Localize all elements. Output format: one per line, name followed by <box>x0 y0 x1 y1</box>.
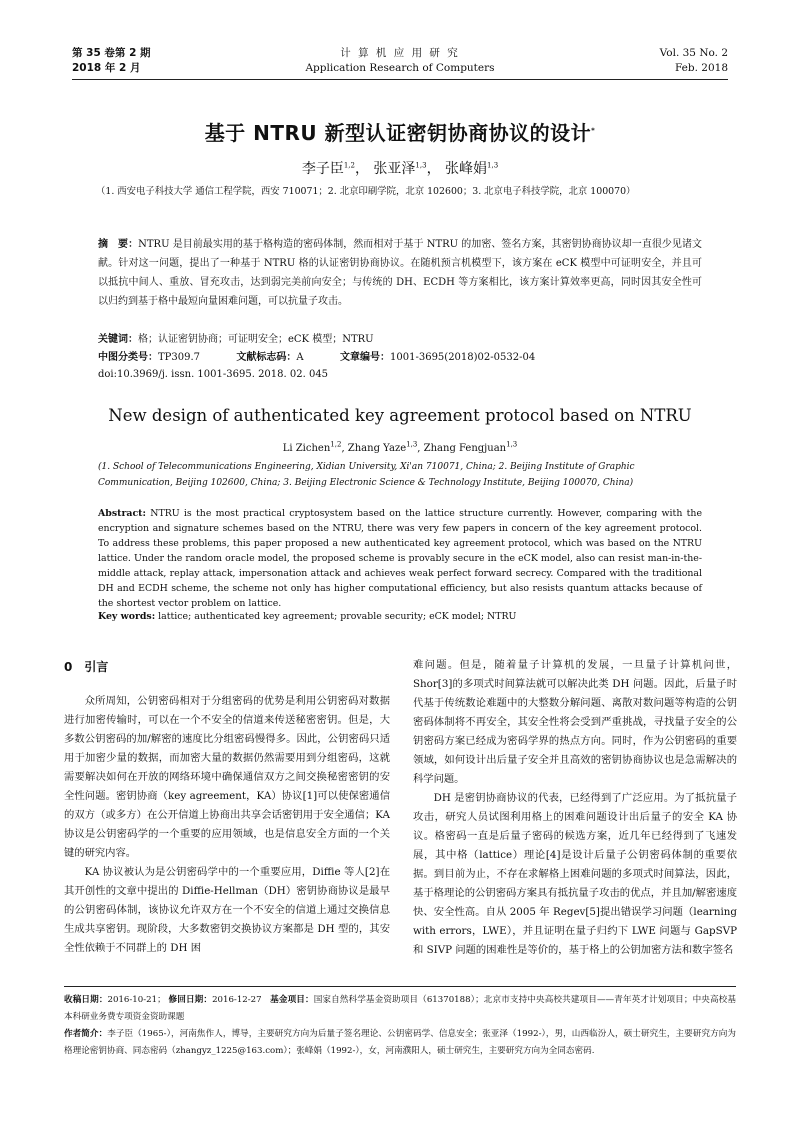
affiliation-en: (1. School of Telecommunications Engineering, Xidian University, Xi'an 710071, China; 2. Beijing Institute of Graphic Communication, Beijing 102600, China; 3. Beijing Electronic Science & Technology Institute, Beijing 100070, China) <box>98 462 635 488</box>
classification-meta <box>98 349 702 367</box>
date-en: Feb. 2018 <box>674 62 728 74</box>
abstract-en-text: NTRU is the most practical cryptosystem based on the lattice structure currently. However, comparing with the encryption and signature schemes based on the NTRU, there was very few papers in concern of the key agreement protocol. To address these problems, this paper proposed a new authenticated key agreement protocol, which was based on the NTRU lattice. Under the random oracle model, the proposed scheme is provably secure in the eCK model, also can resist man-in-the-middle attack, replay attack, impersonation attack and achieves weak perfect forward secrecy. Compared with the traditional DH and ECDH scheme, the scheme not only has higher computational efficiency, but also resists quantum attacks because of the shortest vector problem on lattice. <box>98 508 702 609</box>
author-sup: 1,2 <box>330 441 342 449</box>
body-paragraph: KA 协议被认为是公钥密码学中的一个重要应用，Diffie 等人[2]在其开创性的文章中提出的 Diffie-Hellman（DH）密钥协商协议是最早的公钥密码体制，该协议允许双方在一个不安全的信道上通过交换信息生成共享密钥。现阶段，大多数密钥交换协议方案都是 DH 型的，其安全性依赖于不同群上的 DH 困 <box>64 866 390 954</box>
author-cn <box>445 161 498 177</box>
abstract-en-label: Abstract: <box>98 508 146 519</box>
keywords-en-text: lattice; authenticated key agreement; provable security; eCK model; NTRU <box>158 611 517 622</box>
clc-value: TP309.7 <box>158 352 201 363</box>
fund-label: 基金项目： <box>270 995 314 1005</box>
body-column-left <box>64 656 390 958</box>
clc-label: 中图分类号： <box>98 352 158 363</box>
bio-label: 作者简介： <box>64 1029 108 1039</box>
abstract-cn-label: 摘 要： <box>98 239 139 250</box>
author-sep: ， <box>354 161 369 177</box>
journal-name <box>72 46 728 76</box>
author-sup: 1,3 <box>487 161 499 170</box>
body-column-right <box>413 656 737 960</box>
author-name: Zhang Fengjuan <box>423 443 507 455</box>
volume-issue: 第 35 卷第 2 期 <box>72 47 151 59</box>
author-en <box>348 443 424 454</box>
journal-volume-en <box>660 46 728 76</box>
author-sep: , <box>341 443 348 455</box>
title-cn: 基于 NTRU 新型认证密钥协商协议的设计 <box>204 121 592 145</box>
issue-date: 2018 年 2 月 <box>72 62 141 74</box>
abstract-cn-text: NTRU 是目前最实用的基于格构造的密码体制，然而相对于基于 NTRU 的加密、签名方案，其密钥协商协议却一直很少见诸文献。针对这一问题，提出了一种基于 NTRU 格的认证密钥协商协议。在随机预言机模型下，该方案在 eCK 模型中可证明安全，并且可以抵抗中间人、重放、冒充攻击，达到弱完美前向安全；与传统的 DH、ECDH 等方案相比，该方案计算效率更高，同时因其安全性可以归约到基于格中最短向量困难问题，可以抗量子攻击。 <box>98 239 702 307</box>
received-date: 2016-10-21 <box>107 995 158 1005</box>
abstract-cn <box>98 235 702 311</box>
affiliation-cn: （1. 西安电子科技大学 通信工程学院，西安 710071；2. 北京印刷学院，北京 102600；3. 北京电子科技学院，北京 100070） <box>96 186 636 197</box>
article-no-value: 1001-3695(2018)02-0532-04 <box>390 352 536 363</box>
fund-text: 国家自然科学基金资助项目（61370188）；北京市支持中央高校共建项目——青年英才计划项目；中央高校基本科研业务费专项资金资助课题 <box>64 995 736 1022</box>
running-header <box>72 46 728 80</box>
author-name: Zhang Yaze <box>347 443 407 455</box>
revised-date: 2016-12-27 <box>212 995 262 1005</box>
doc-code-label: 文献标志码： <box>236 352 297 363</box>
author-list-en <box>60 441 740 454</box>
author-name: 张峰娟 <box>445 161 488 177</box>
journal-name-en: Application Research of Computers <box>305 62 495 74</box>
author-sup: 1,3 <box>406 441 418 449</box>
keywords-cn-label: 关键词： <box>98 334 138 345</box>
author-sep: , <box>417 443 424 455</box>
author-sup: 1,3 <box>506 441 518 449</box>
author-sep: ， <box>426 161 441 177</box>
title-en: New design of authenticated key agreement protocol based on NTRU <box>108 406 692 425</box>
author-en <box>283 443 348 454</box>
title-footnote-mark: * <box>591 126 596 135</box>
keywords-cn <box>98 331 702 349</box>
body-paragraph: 难问题。但是，随着量子计算机的发展，一旦量子计算机问世，Shor[3]的多项式时间算法就可以解决此类 DH 问题。因此，后量子时代基于传统数论难题中的大整数分解问题、离散对数问题等构造的公钥密码体制将不再安全，其安全性将会受到严重挑战，寻找量子安全的公钥密码方案已经成为密码学界的热点方向。同时，作为公钥密码的重要领域，如何设计出后量子安全并且高效的密钥协商协议也是急需解决的科学问题。 <box>413 659 737 785</box>
doi: doi:10.3969/j. issn. 1001-3695. 2018. 02. 045 <box>98 369 329 380</box>
author-name: Li Zichen <box>282 443 331 455</box>
keywords-cn-text: 格；认证密钥协商；可证明安全；eCK 模型；NTRU <box>138 334 374 345</box>
section-heading: 0 引言 <box>64 660 109 674</box>
footnote-divider <box>64 986 736 987</box>
author-name: 李子臣 <box>301 161 344 177</box>
author-cn <box>373 161 440 177</box>
body-paragraph: DH 是密钥协商协议的代表，已经得到了广泛应用。为了抵抗量子攻击，研究人员试图利用格上的困难问题设计出后量子的安全 KA 协议。格密码一直是后量子密码的候选方案，近几年已经得到了飞速发展，其中格（lattice）理论[4]是设计后量子公钥密码体制的重要依据。到目前为止，不存在求解格上困难问题的多项式时间算法，因此，基于格理论的公钥密码方案具有抵抗量子攻击的优点，并且加/解密速度快、安全性高。自从 2005 年 Regev[5]提出错误学习问题（learning with errors，LWE），并且证明在量子归约下 LWE 问题与 GapSVP 和 SIVP 问题的困难性是等价的，基于格上的公钥加密方法和数字签名 <box>413 792 737 956</box>
author-sup: 1,3 <box>415 161 427 170</box>
page-title <box>60 117 740 146</box>
author-list-cn <box>60 158 740 178</box>
author-name: 张亚泽 <box>373 161 416 177</box>
article-no-label: 文章编号： <box>340 352 391 363</box>
journal-name-cn: 计 算 机 应 用 研 究 <box>340 47 460 59</box>
received-label: 收稿日期： <box>64 995 108 1005</box>
bio-text: 李子臣（1965-），河南焦作人，博导，主要研究方向为后量子签名理论、公钥密码学、信息安全；张亚泽（1992-），男，山西临汾人，硕士研究生，主要研究方向为格理论密钥协商、同态密码（zhangyz_1225@163.com）；张峰娟（1992-），女，河南濮阳人，硕士研究生，主要研究方向为全同态密码. <box>64 1029 736 1056</box>
doc-code-value: A <box>296 352 304 363</box>
keywords-en <box>98 611 702 622</box>
body-paragraph: 众所周知，公钥密码相对于分组密码的优势是利用公钥密码对数据进行加密传输时，可以在一个不安全的信道来传送秘密密钥。但是，大多数公钥密码的加/解密的速度比分组密码慢得多。因此，公钥密码只适用于加密少量的数据，而加密大量的数据仍然需要用到分组密码，这就需要解决如何在开放的网络环境中确保通信双方之间交换秘密密钥的安全性问题。密钥协商（key agreement，KA）协议[1]可以使保密通信的双方（或多方）在公开信道上协商出共享会话密钥用于安全通信；KA 协议是公钥密码学的一个重要的应用领域，也是信息安全方面的一个关键的研究内容。 <box>64 695 390 859</box>
keywords-en-label: Key words: <box>98 611 156 622</box>
footnote: 收稿日期：2016-10-21； 修回日期：2016-12-27 基金项目：国家自然科学基金资助项目（61370188）；北京市支持中央高校共建项目——青年英才计划项目；中央高校基本科研业务费专项资金资助课题 作者简介：李子臣（1965-），河南焦作人，博导，主要研究方向为后量子签名理论、公钥密码学、信息安全；张亚泽（1992-），男，山西临汾人，硕士研究生，主要研究方向为格理论密钥协商、同态密码（zhangyz_1225@163.com）；张峰娟（1992-），女，河南濮阳人，硕士研究生，主要研究方向为全同态密码. <box>64 995 736 1056</box>
abstract-en <box>98 506 702 611</box>
author-en <box>424 443 518 454</box>
author-cn <box>302 161 369 177</box>
author-sup: 1,2 <box>343 161 355 170</box>
revised-label: 修回日期： <box>168 995 213 1005</box>
volume-en: Vol. 35 No. 2 <box>659 47 728 59</box>
